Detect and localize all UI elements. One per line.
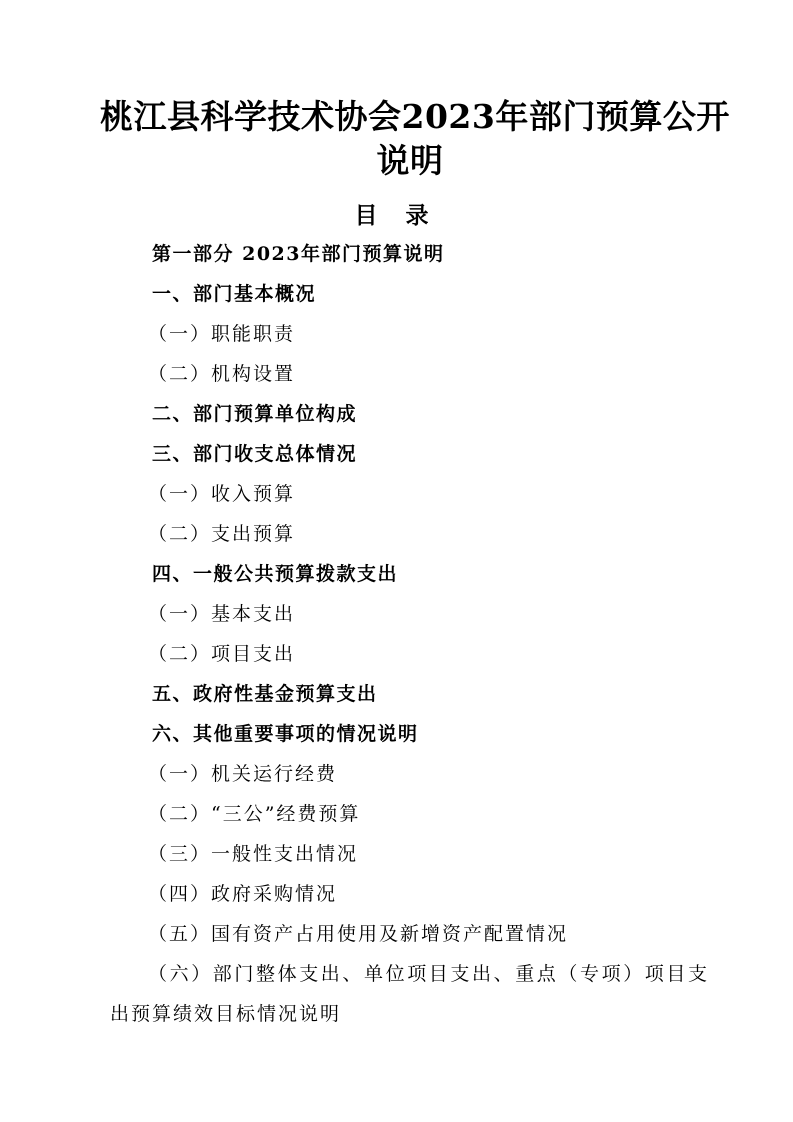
toc-entry-6-4: （四）政府采购情况	[148, 883, 338, 905]
toc-entry-section-6: 六、其他重要事项的情况说明	[152, 723, 419, 745]
toc-entry-6-3: （三）一般性支出情况	[148, 843, 359, 865]
toc-entry-section-1: 一、部门基本概况	[152, 283, 317, 305]
toc-entry-6-2: （二）“三公”经费预算	[148, 803, 361, 825]
toc-entry-section-5: 五、政府性基金预算支出	[152, 683, 378, 705]
toc-entry-6-5: （五）国有资产占用使用及新增资产配置情况	[148, 923, 569, 945]
document-title-line-2: 说明	[376, 141, 444, 180]
toc-entry-section-4: 四、一般公共预算拨款支出	[152, 563, 399, 585]
toc-entry-3-2: （二）支出预算	[148, 523, 296, 545]
toc-entry-3-1: （一）收入预算	[148, 483, 296, 505]
toc-entry-1-2: （二）机构设置	[148, 363, 296, 385]
toc-entry-part-one: 第一部分 2023年部门预算说明	[152, 243, 445, 265]
document-title-line-1: 桃江县科学技术协会2023年部门预算公开	[100, 97, 730, 136]
toc-heading: 目 录	[354, 202, 439, 229]
toc-entry-section-3: 三、部门收支总体情况	[152, 443, 358, 465]
toc-entry-6-6: （六）部门整体支出、单位项目支出、重点（专项）项目支	[148, 963, 710, 985]
toc-entry-4-2: （二）项目支出	[148, 643, 296, 665]
toc-entry-6-6-continued: 出预算绩效目标情况说明	[110, 1003, 342, 1025]
toc-entry-section-2: 二、部门预算单位构成	[152, 403, 358, 425]
toc-entry-6-1: （一）机关运行经费	[148, 763, 338, 785]
toc-entry-4-1: （一）基本支出	[148, 603, 296, 625]
toc-entry-1-1: （一）职能职责	[148, 323, 296, 345]
